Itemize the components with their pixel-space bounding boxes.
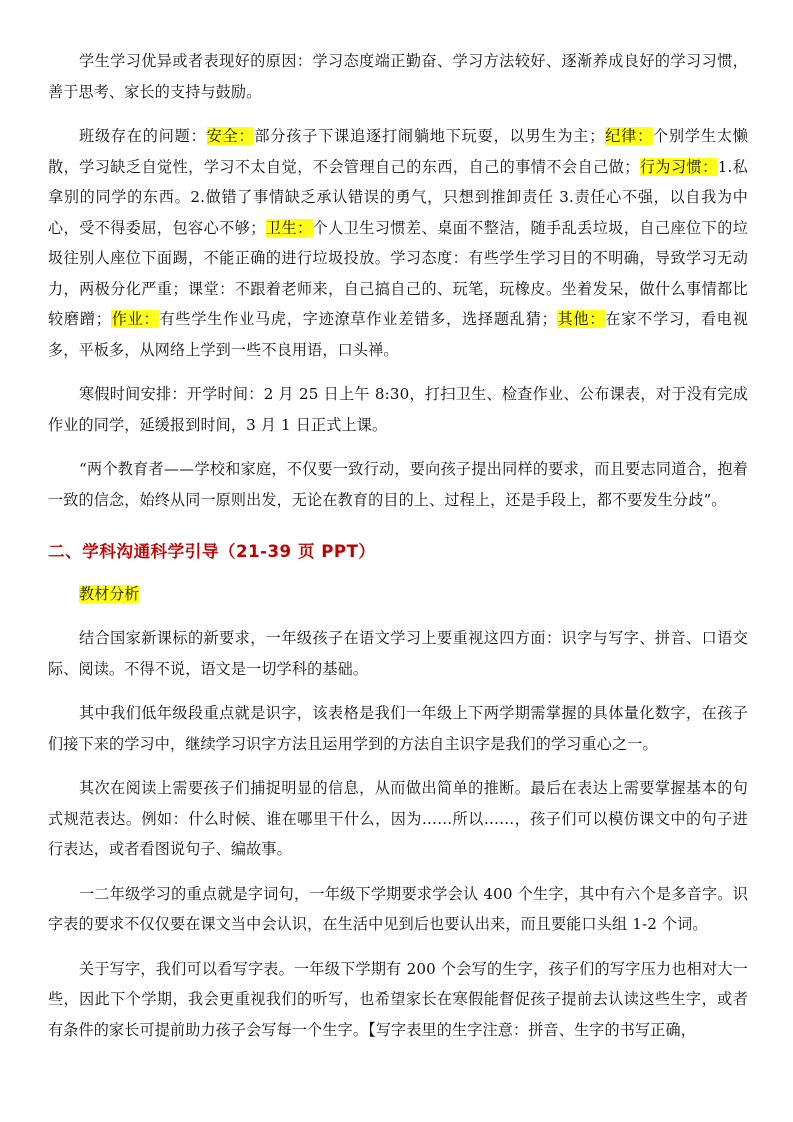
hygiene-text: 个人卫生习惯差、桌面不整洁，随手乱丢垃圾，自己座位下的垃圾往别人座位下面踢，不能正确的进行垃圾投放。学习态度：有些学生学习目的不明确，导致学习无动力，两极分化严重；课堂：不跟着老师来，自己搞自己的、玩笔，玩橡皮。坐着发呆，做什么事情都比较磨蹭； <box>48 218 749 328</box>
homework-text: 有些学生作业马虎，字迹潦草作业差错多，选择题乱猜； <box>159 310 557 328</box>
section-heading: 二、学科沟通科学引导（21-39 页 PPT） <box>48 542 376 561</box>
highlight-behavior: 行为习惯： <box>639 157 718 176</box>
paragraph-quote: “两个教育者——学校和家庭，不仅要一致行动，要向孩子提出同样的要求，而且要志同道合，抱着一致的信念，始终从同一原则出发，无论在教育的目的上、过程上，还是手段上，都不要发生分歧”。 <box>48 460 748 509</box>
document-page <box>48 46 748 1045</box>
paragraph-writing: 关于写字，我们可以看写字表。一年级下学期有 200 个会写的生字，孩子们的写字压力也相对大一些，因此下个学期，我会更重视我们的听写，也希望家长在寒假能督促孩子提前去认读这些生字，或者有条件的家长可提前助力孩子会写每一个生字。【写字表里的生字注意：拼音、生字的书写正确， <box>48 959 748 1039</box>
subheading-label: 教材分析 <box>79 585 140 603</box>
paragraph-reading: 其次在阅读上需要孩子们捕捉明显的信息，从而做出简单的推断。最后在表达上需要掌握基本的句式规范表达。例如：什么时候、谁在哪里干什么，因为……所以……，孩子们可以模仿课文中的句子进行表达，或者看图说句子、编故事。 <box>48 779 748 858</box>
behavior-text: 1.私拿别的同学的东西。2.做错了事情缺乏承认错误的勇气，只想到推卸责任 3.责任心不强，以自我为中心，受不得委屈，包容心不够； <box>48 157 748 237</box>
discipline-text: 个别学生太懒散，学习缺乏自觉性，学习不太自觉，不会管理自己的东西，自己的事情不会自己做； <box>48 127 749 176</box>
paragraph-literacy: 其中我们低年级段重点就是识字，该表格是我们一年级上下两学期需掌握的具体量化数字，在孩子们接下来的学习中，继续学习识字方法且运用学到的方法自主识字是我们的学习重心之一。 <box>48 704 748 753</box>
highlight-discipline: 纪律： <box>604 127 654 145</box>
paragraph-curriculum: 结合国家新课标的新要求，一年级孩子在语文学习上要重视这四方面：识字与写字、拼音、口语交际、阅读。不得不说，语文是一切学科的基础。 <box>48 629 748 678</box>
highlight-other: 其他： <box>556 310 606 328</box>
paragraph-winter-schedule: 寒假时间安排：开学时间：2 月 25 日上午 8:30，打扫卫生、检查作业、公布课表，对于没有完成作业的同学，延缓报到时间，3 月 1 日正式上课。 <box>48 385 748 434</box>
highlight-hygiene: 卫生： <box>265 218 313 237</box>
paragraph-reasons: 学生学习优异或者表现好的原因：学习态度端正勤奋、学习方法较好、逐渐养成良好的学习习惯，善于思考、家长的支持与鼓励。 <box>48 52 748 101</box>
subheading-textbook-analysis <box>48 579 748 609</box>
highlight-homework: 作业： <box>111 310 160 328</box>
highlight-safety: 安全： <box>206 127 255 145</box>
paragraph-vocabulary: 一二年级学习的重点就是字词句，一年级下学期要求学会认 400 个生字，其中有六个是多音字。识字表的要求不仅仅要在课文当中会认识，在生活中见到后也要认出来，而且要能口头组 1-2 个词。 <box>48 884 748 933</box>
other-text: 在家不学习，看电视多，平板多，从网络上学到一些不良用语，口头禅。 <box>48 310 748 359</box>
paragraph-class-problems <box>48 121 748 365</box>
safety-text: 部分孩子下课追逐打闹躺地下玩耍，以男生为主； <box>254 127 605 145</box>
problems-intro: 班级存在的问题： <box>79 127 207 145</box>
